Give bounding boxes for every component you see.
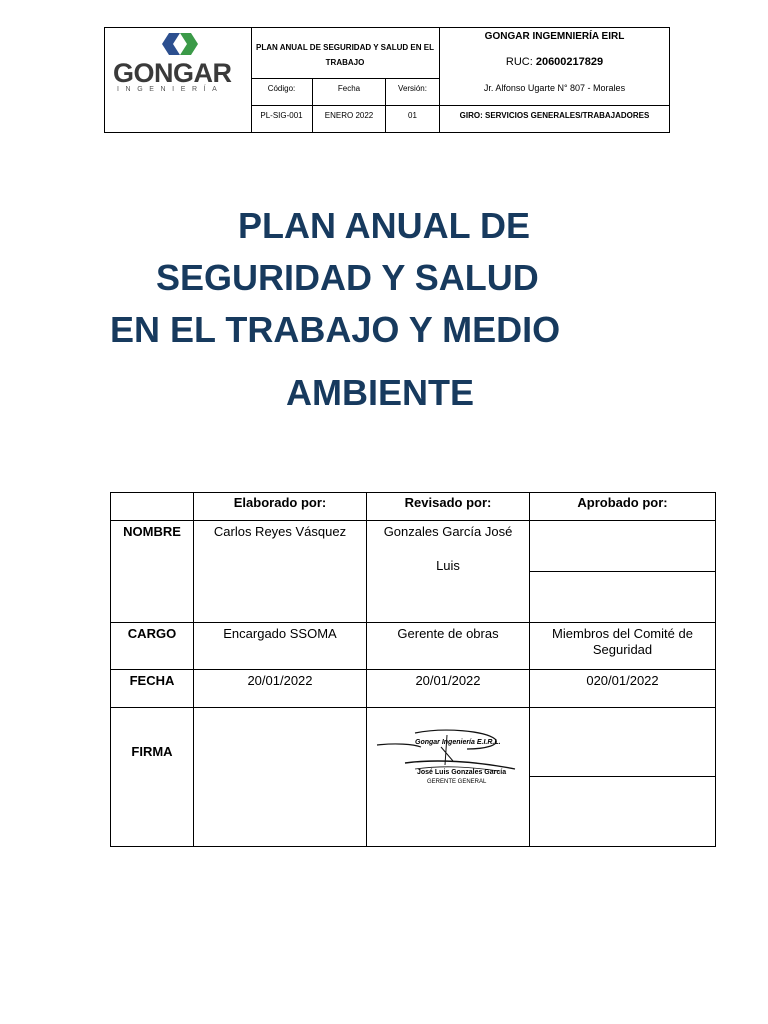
signature-stamp	[375, 725, 523, 795]
address: Jr. Alfonso Ugarte N° 807 - Morales	[483, 83, 626, 93]
ruc-label: RUC:	[505, 56, 533, 68]
ruc-line	[440, 56, 669, 68]
fecha-label: Fecha	[337, 84, 361, 93]
document-header	[104, 27, 670, 133]
logo-word: GONGAR	[113, 58, 232, 88]
row-label-fecha: FECHA	[129, 673, 175, 688]
logo-cell	[105, 28, 252, 132]
cargo-aprobado-line1: Miembros del Comité de	[552, 626, 693, 641]
codigo-value: PL-SIG-001	[260, 111, 303, 120]
logo-subtext: INGENIERÍA	[117, 86, 224, 93]
ruc-value: 20600217829	[535, 56, 604, 68]
fecha-aprobado: 020/01/2022	[586, 673, 659, 688]
col-header-revisado: Revisado por:	[404, 495, 492, 510]
header-middle	[251, 28, 440, 132]
row-label-cargo: CARGO	[127, 626, 177, 641]
fecha-value: ENERO 2022	[324, 111, 374, 120]
fecha-revisado: 20/01/2022	[415, 673, 481, 688]
company-name: GONGAR INGEMNIERÍA EIRL	[484, 31, 625, 42]
approval-table	[110, 492, 716, 847]
version-label: Versión:	[398, 84, 427, 93]
title-line-4: AMBIENTE	[286, 372, 474, 413]
row-label-nombre: NOMBRE	[123, 524, 181, 539]
signature-name: José Luis Gonzales García	[417, 769, 507, 776]
col-header-aprobado: Aprobado por:	[577, 495, 668, 510]
signature-company: Gongar Ingeniería E.I.R.L.	[415, 739, 501, 746]
title-line-3: EN EL TRABAJO Y MEDIO	[110, 309, 561, 350]
cargo-aprobado-line2: Seguridad	[592, 642, 653, 657]
fecha-elaborado: 20/01/2022	[247, 673, 313, 688]
version-value: 01	[408, 111, 417, 120]
cargo-elaborado: Encargado SSOMA	[223, 626, 337, 641]
title-line-2: SEGURIDAD Y SALUD	[156, 257, 539, 298]
signature-role: GERENTE GENERAL	[427, 779, 487, 785]
row-label-firma: FIRMA	[131, 744, 173, 759]
cargo-revisado: Gerente de obras	[397, 626, 499, 641]
nombre-revisado-line2: Luis	[436, 558, 460, 573]
header-right	[440, 28, 669, 132]
nombre-elaborado: Carlos Reyes Vásquez	[213, 524, 347, 539]
title-line-1: PLAN ANUAL DE	[238, 205, 531, 246]
giro: GIRO: SERVICIOS GENERALES/TRABAJADORES	[459, 111, 650, 120]
doc-title: PLAN ANUAL DE SEGURIDAD Y SALUD EN EL TRABAJO	[256, 43, 434, 67]
codigo-label: Código:	[267, 84, 296, 93]
col-header-elaborado: Elaborado por:	[233, 495, 327, 510]
nombre-revisado-line1: Gonzales García José	[383, 524, 513, 539]
